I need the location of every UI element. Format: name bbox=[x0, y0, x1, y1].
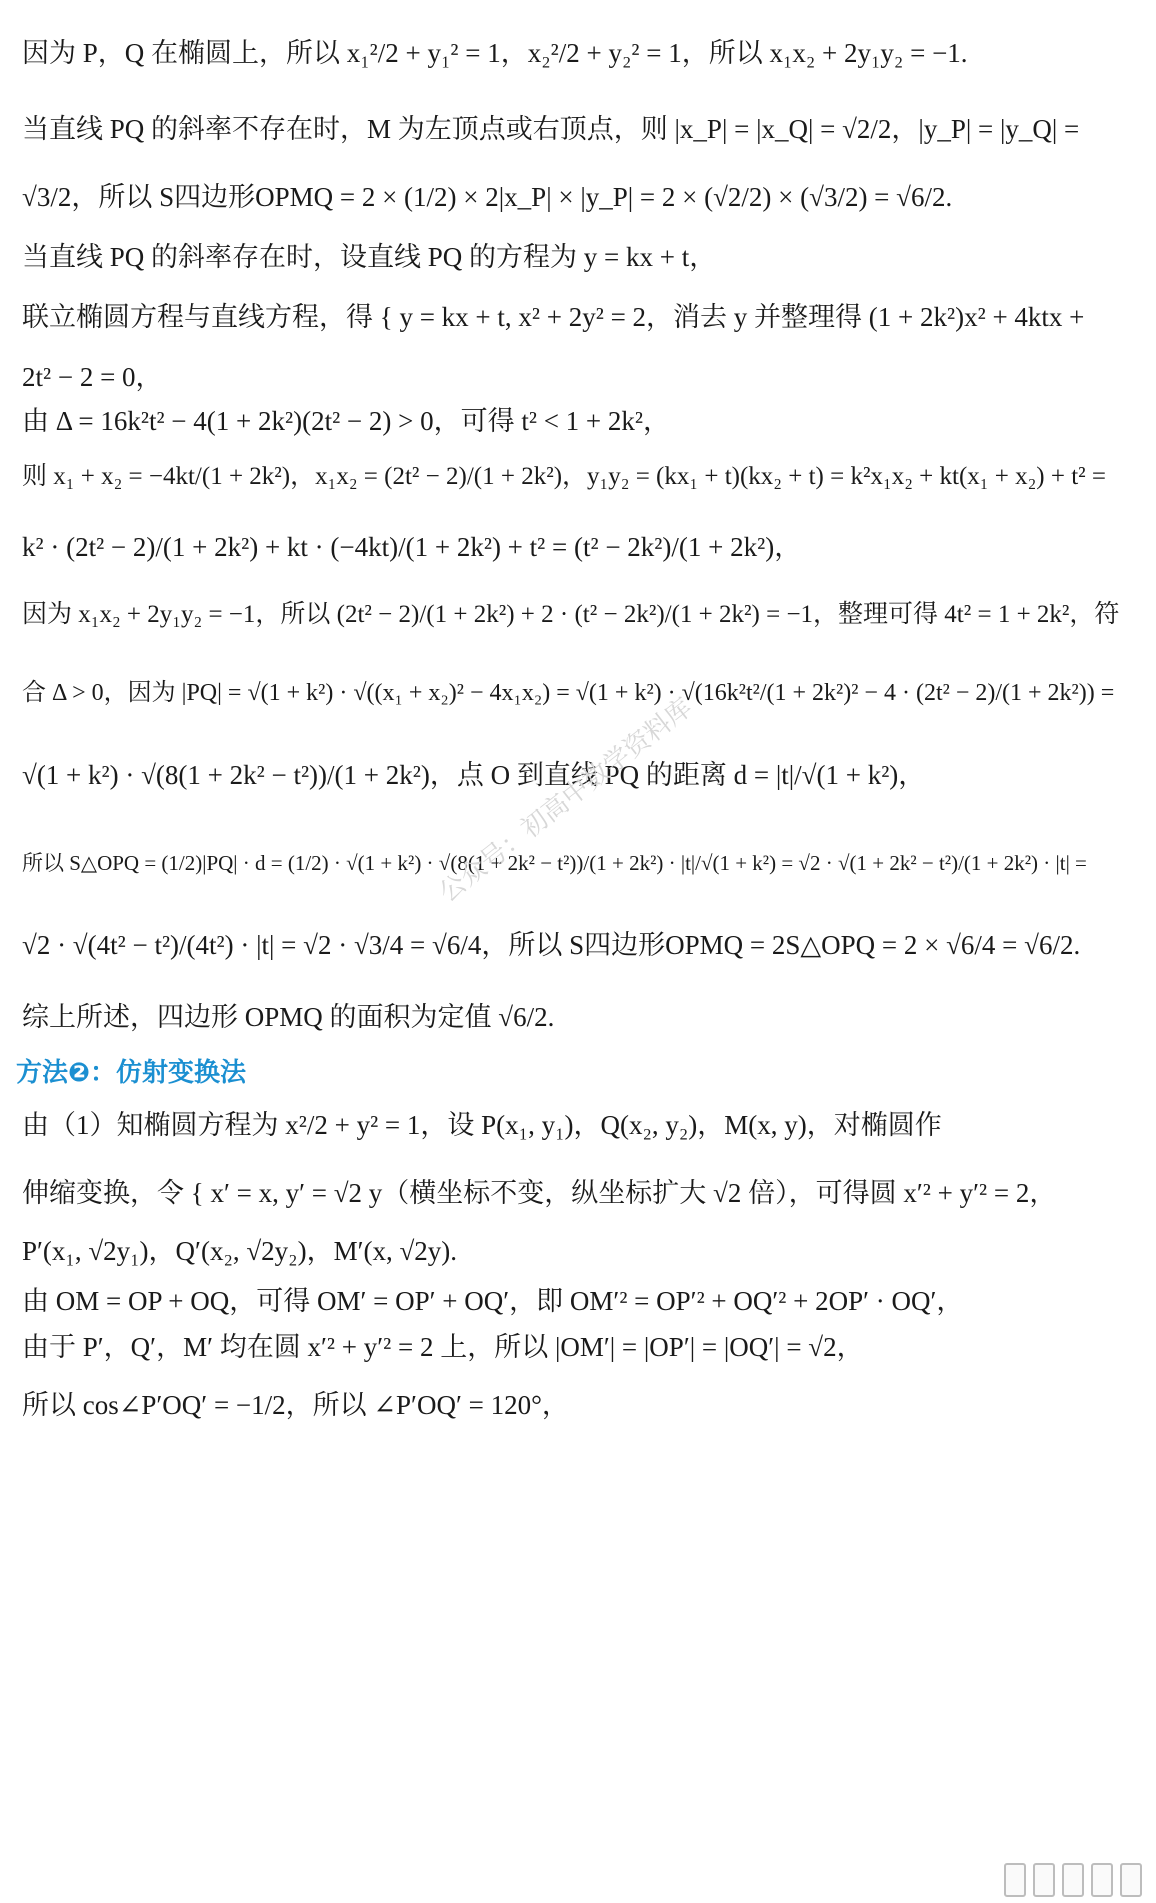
text-line-7: 由 Δ = 16k²t² − 4(1 + 2k²)(2t² − 2) > 0，可得 t² < 1 + 2k²， bbox=[22, 406, 670, 436]
text-line-21: 所以 cos∠P′OQ′ = −1/2，所以 ∠P′OQ′ = 120°， bbox=[22, 1390, 569, 1420]
text-line-12: √(1 + k²) · √(8(1 + 2k² − t²))/(1 + 2k²)，点 O 到直线 PQ 的距离 d = |t|/√(1 + k²)， bbox=[22, 760, 926, 790]
text-line-8: 则 x₁ + x₂ = −4kt/(1 + 2k²)，x₁x₂ = (2t² − 2)/(1 + 2k²)，y₁y₂ = (kx₁ + t)(kx₂ + t) = k²x₁x₂ + kt(x₁ + x₂) + t² = bbox=[22, 463, 1107, 490]
corner-mark bbox=[1004, 1863, 1026, 1897]
text-line-11: 合 Δ > 0，因为 |PQ| = √(1 + k²) · √((x₁ + x₂)² − 4x₁x₂) = √(1 + k²) · √(16k²t²/(1 + 2k²)² − 4 · (2t² − 2)/(1 + 2k²)) = bbox=[22, 680, 1115, 706]
corner-mark bbox=[1062, 1863, 1084, 1897]
text-line-16: 由（1）知椭圆方程为 x²/2 + y² = 1，设 P(x₁, y₁)，Q(x₂, y₂)，M(x, y)，对椭圆作 bbox=[22, 1110, 942, 1140]
text-line-4: 当直线 PQ 的斜率存在时，设直线 PQ 的方程为 y = kx + t， bbox=[22, 242, 717, 272]
text-line-3: √3/2，所以 S四边形OPMQ = 2 × (1/2) × 2|x_P| × |y_P| = 2 × (√2/2) × (√3/2) = √6/2. bbox=[22, 182, 953, 212]
corner-mark bbox=[1120, 1863, 1142, 1897]
watermark-text: 公众号：初高中数学资料库 bbox=[433, 692, 699, 909]
text-line-20: 由于 P′，Q′，M′ 均在圆 x′² + y′² = 2 上，所以 |OM′| = |OP′| = |OQ′| = √2， bbox=[22, 1332, 864, 1362]
text-line-14: √2 · √(4t² − t²)/(4t²) · |t| = √2 · √3/4 = √6/4，所以 S四边形OPMQ = 2S△OPQ = 2 × √6/4 = √6/2. bbox=[22, 930, 1081, 960]
text-line-15: 综上所述，四边形 OPMQ 的面积为定值 √6/2. bbox=[22, 1002, 555, 1032]
text-line-19: 由 OM = OP + OQ，可得 OM′ = OP′ + OQ′，即 OM′² = OP′² + OQ′² + 2OP′ · OQ′， bbox=[22, 1286, 964, 1316]
corner-mark bbox=[1033, 1863, 1055, 1897]
text-line-13: 所以 S△OPQ = (1/2)|PQ| · d = (1/2) · √(1 + k²) · √(8(1 + 2k² − t²))/(1 + 2k²) · |t|/√(1 + k²) = √2 · √(1 + 2k² − t²)/(1 + 2k²) · |t| = bbox=[22, 851, 1087, 875]
corner-decoration bbox=[1004, 1863, 1142, 1897]
text-line-5: 联立椭圆方程与直线方程，得 { y = kx + t, x² + 2y² = 2，消去 y 并整理得 (1 + 2k²)x² + 4ktx + bbox=[22, 302, 1085, 332]
corner-mark bbox=[1091, 1863, 1113, 1897]
text-line-17: 伸缩变换，令 { x′ = x, y′ = √2 y（横坐标不变，纵坐标扩大 √2 倍），可得圆 x′² + y′² = 2， bbox=[22, 1178, 1057, 1208]
text-line-2: 当直线 PQ 的斜率不存在时，M 为左顶点或右顶点，则 |x_P| = |x_Q| = √2/2，|y_P| = |y_Q| = bbox=[22, 114, 1080, 144]
text-line-1: 因为 P，Q 在椭圆上，所以 x₁²/2 + y₁² = 1，x₂²/2 + y₂² = 1，所以 x₁x₂ + 2y₁y₂ = −1. bbox=[22, 38, 968, 68]
text-line-18: P′(x₁, √2y₁)，Q′(x₂, √2y₂)，M′(x, √2y). bbox=[22, 1236, 458, 1266]
section-heading: 方法❷：仿射变换法 bbox=[16, 1058, 247, 1088]
text-line-9: k² · (2t² − 2)/(1 + 2k²) + kt · (−4kt)/(1 + 2k²) + t² = (t² − 2k²)/(1 + 2k²)， bbox=[22, 532, 802, 562]
text-line-10: 因为 x₁x₂ + 2y₁y₂ = −1，所以 (2t² − 2)/(1 + 2k²) + 2 · (t² − 2k²)/(1 + 2k²) = −1，整理可得 4t² = 1 + 2k²，符 bbox=[22, 601, 1120, 628]
text-line-6: 2t² − 2 = 0， bbox=[22, 362, 163, 392]
